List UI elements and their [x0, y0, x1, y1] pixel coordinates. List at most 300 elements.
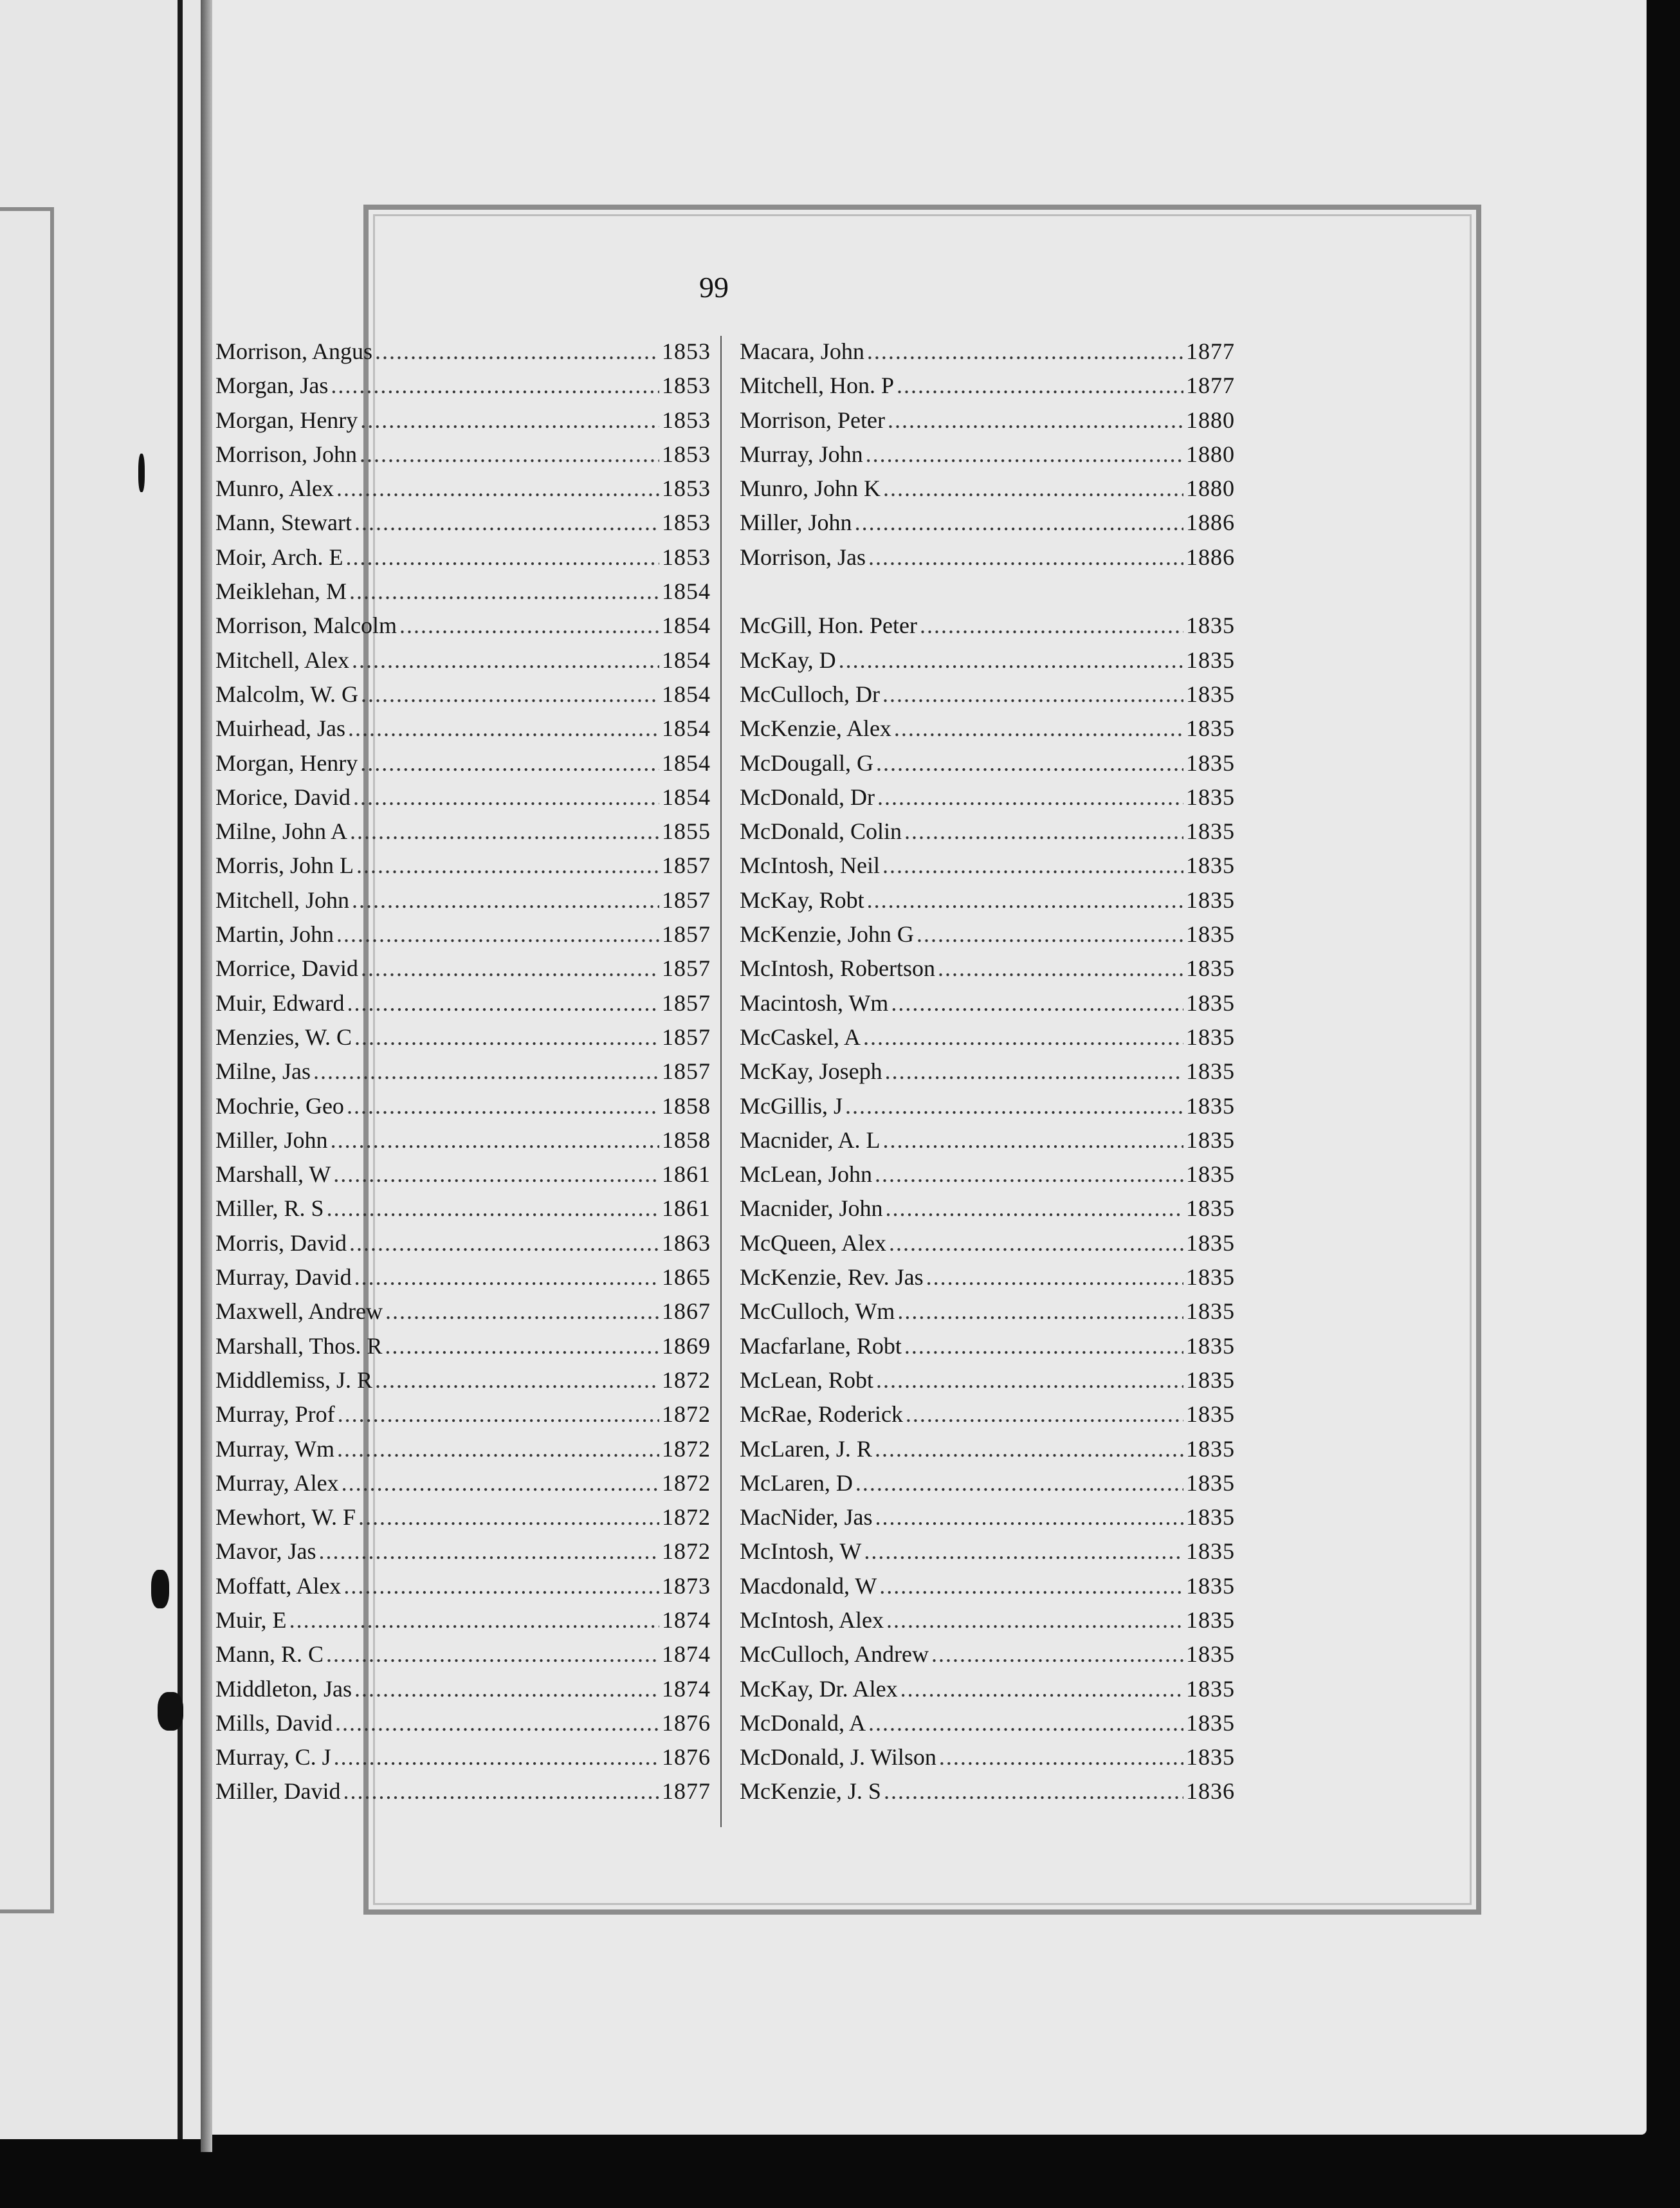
dot-leader	[331, 369, 659, 403]
entry-year: 1835	[1186, 1709, 1235, 1736]
entry-year: 1857	[662, 887, 711, 913]
list-item	[740, 1432, 1235, 1466]
entry-name: McLaren, J. R	[740, 1435, 872, 1462]
dot-leader	[349, 575, 659, 609]
dot-leader	[353, 780, 659, 814]
entry-name: McKay, Dr. Alex	[740, 1675, 898, 1702]
entry-name: Mitchell, Hon. P	[740, 373, 894, 399]
dot-leader	[354, 1260, 659, 1294]
entry-year: 1835	[1186, 852, 1235, 879]
entry-name: Mitchell, John	[215, 887, 349, 913]
entry-year: 1872	[662, 1538, 711, 1565]
entry-year: 1835	[1186, 1469, 1235, 1496]
list-item	[740, 643, 1235, 677]
entry-year: 1835	[1186, 1127, 1235, 1153]
entry-name: Moffatt, Alex	[215, 1572, 342, 1599]
book-binding	[201, 0, 212, 2152]
right-column-bottom-group	[740, 609, 1235, 1808]
list-item	[740, 677, 1235, 712]
entry-name: Morris, David	[215, 1229, 347, 1256]
entry-year: 1854	[662, 612, 711, 639]
entry-year: 1854	[662, 715, 711, 742]
list-item	[740, 1603, 1235, 1637]
entry-name: Middleton, Jas	[215, 1675, 352, 1702]
entry-year: 1876	[662, 1744, 711, 1771]
entry-name: Morrison, Jas	[740, 544, 866, 570]
entry-year: 1853	[662, 475, 711, 502]
dot-leader	[347, 1089, 659, 1123]
list-item	[740, 1329, 1235, 1363]
entry-year: 1835	[1186, 784, 1235, 810]
entry-name: Morris, John L	[215, 852, 354, 879]
list-item	[740, 712, 1235, 746]
entry-year: 1853	[662, 338, 711, 364]
dot-leader	[342, 1466, 659, 1500]
entry-year: 1857	[662, 989, 711, 1016]
list-item	[215, 1603, 711, 1637]
list-item	[215, 1706, 711, 1740]
entry-year: 1872	[662, 1469, 711, 1496]
dot-leader	[906, 1397, 1183, 1431]
entry-name: McGill, Hon. Peter	[740, 612, 917, 639]
list-item	[215, 540, 711, 575]
list-item	[215, 472, 711, 506]
dot-leader	[920, 609, 1183, 643]
dot-leader	[917, 917, 1183, 952]
dot-leader	[349, 1226, 659, 1260]
list-item	[740, 952, 1235, 986]
dot-leader	[343, 1569, 659, 1603]
entry-name: Murray, Alex	[215, 1469, 339, 1496]
dot-leader	[884, 1774, 1183, 1808]
list-item	[215, 437, 711, 472]
dot-leader	[894, 712, 1183, 746]
list-item	[215, 986, 711, 1020]
list-item	[215, 780, 711, 814]
entry-name: Marshall, Thos. R	[215, 1332, 383, 1359]
entry-name: MacNider, Jas	[740, 1504, 873, 1531]
entry-name: Macara, John	[740, 338, 864, 364]
binding-hole	[151, 1570, 169, 1608]
entry-name: Murray, Prof	[215, 1401, 335, 1428]
entry-year: 1835	[1186, 681, 1235, 707]
entry-name: Middlemiss, J. R	[215, 1366, 373, 1393]
dot-leader	[839, 643, 1183, 677]
list-item	[215, 952, 711, 986]
list-item	[740, 1466, 1235, 1500]
entry-year: 1886	[1186, 510, 1235, 536]
entry-name: McQueen, Alex	[740, 1229, 886, 1256]
dot-leader	[337, 1432, 659, 1466]
entry-year: 1853	[662, 373, 711, 399]
entry-name: McDonald, Dr	[740, 784, 875, 810]
list-item	[215, 1500, 711, 1534]
entry-year: 1886	[1186, 544, 1235, 570]
list-item	[740, 1569, 1235, 1603]
entry-name: McKenzie, Rev. Jas	[740, 1264, 924, 1291]
dot-leader	[331, 1123, 659, 1157]
list-item	[740, 814, 1235, 849]
dot-leader	[888, 403, 1183, 437]
entry-name: Morgan, Jas	[215, 373, 329, 399]
entry-name: Munro, John K	[740, 475, 881, 502]
entry-name: McDonald, J. Wilson	[740, 1744, 936, 1771]
entry-year: 1854	[662, 578, 711, 605]
entry-year: 1835	[1186, 1229, 1235, 1256]
list-item	[740, 1500, 1235, 1534]
entry-year: 1835	[1186, 1744, 1235, 1771]
dot-leader	[385, 1329, 659, 1363]
list-item	[740, 917, 1235, 952]
entry-name: Morrison, John	[215, 441, 358, 467]
dot-leader	[867, 883, 1183, 917]
dot-leader	[360, 746, 659, 780]
entry-year: 1835	[1186, 818, 1235, 845]
entry-year: 1835	[1186, 1195, 1235, 1222]
entry-year: 1865	[662, 1264, 711, 1291]
entry-year: 1857	[662, 921, 711, 948]
list-item	[740, 1020, 1235, 1054]
entry-name: Miller, R. S	[215, 1195, 324, 1222]
dot-leader	[886, 1191, 1183, 1226]
dot-leader	[348, 712, 659, 746]
dot-leader	[882, 677, 1183, 712]
entry-name: Murray, Wm	[215, 1435, 334, 1462]
list-item	[740, 472, 1235, 506]
list-item	[215, 1089, 711, 1123]
list-item	[740, 1054, 1235, 1089]
entry-year: 1835	[1186, 1058, 1235, 1085]
entry-name: Miller, John	[740, 510, 852, 536]
dot-leader	[845, 1089, 1183, 1123]
page-edge-shadow	[178, 0, 183, 2139]
dot-leader	[891, 986, 1183, 1020]
dot-leader	[336, 917, 659, 952]
entry-name: McKenzie, John G	[740, 921, 914, 948]
entry-name: Muirhead, Jas	[215, 715, 345, 742]
list-item	[740, 609, 1235, 643]
previous-page-frame	[0, 207, 54, 1913]
entry-name: Macdonald, W	[740, 1572, 877, 1599]
dot-leader	[897, 369, 1183, 403]
entry-year: 1835	[1186, 1435, 1235, 1462]
entry-year: 1853	[662, 510, 711, 536]
list-item	[215, 643, 711, 677]
entry-year: 1861	[662, 1161, 711, 1188]
entry-year: 1836	[1186, 1778, 1235, 1805]
dot-leader	[354, 506, 659, 540]
entry-name: Murray, John	[740, 441, 863, 467]
list-item	[215, 1672, 711, 1706]
entry-name: Morrice, David	[215, 955, 358, 982]
entry-name: Morrison, Angus	[215, 338, 373, 364]
page-number: 99	[699, 271, 729, 304]
dot-leader	[327, 1191, 659, 1226]
entry-name: Morice, David	[215, 784, 351, 810]
list-item	[215, 609, 711, 643]
list-item	[740, 746, 1235, 780]
dot-leader	[900, 1672, 1183, 1706]
entry-name: Marshall, W	[215, 1161, 331, 1188]
list-item	[215, 575, 711, 609]
dot-leader	[864, 1534, 1183, 1569]
entry-year: 1877	[1186, 373, 1235, 399]
entry-year: 1872	[662, 1435, 711, 1462]
entry-name: Macnider, John	[740, 1195, 883, 1222]
entry-name: McCaskel, A	[740, 1024, 861, 1050]
entry-name: McKenzie, Alex	[740, 715, 891, 742]
dot-leader	[897, 1294, 1183, 1329]
list-item	[215, 1123, 711, 1157]
dot-leader	[334, 1740, 659, 1774]
list-item	[740, 1191, 1235, 1226]
entry-year: 1835	[1186, 989, 1235, 1016]
list-item	[740, 1226, 1235, 1260]
dot-leader	[875, 1500, 1184, 1534]
list-item	[740, 1089, 1235, 1123]
entry-year: 1854	[662, 681, 711, 707]
dot-leader	[347, 986, 659, 1020]
binding-mark	[138, 454, 145, 492]
entry-name: Morrison, Malcolm	[215, 612, 397, 639]
entry-year: 1873	[662, 1572, 711, 1599]
list-item	[740, 986, 1235, 1020]
dot-leader	[904, 1329, 1183, 1363]
entry-year: 1853	[662, 544, 711, 570]
entry-year: 1863	[662, 1229, 711, 1256]
dot-leader	[336, 472, 659, 506]
entry-year: 1835	[1186, 887, 1235, 913]
entry-name: McLean, Robt	[740, 1366, 873, 1393]
dot-leader	[360, 403, 659, 437]
list-item	[740, 849, 1235, 883]
entry-year: 1835	[1186, 1161, 1235, 1188]
list-item	[740, 506, 1235, 540]
entry-name: Morgan, Henry	[215, 750, 358, 776]
entry-year: 1857	[662, 955, 711, 982]
list-item	[740, 335, 1235, 369]
dot-leader	[886, 1603, 1183, 1637]
list-item	[215, 369, 711, 403]
dot-leader	[882, 849, 1183, 883]
entry-name: McKay, D	[740, 647, 836, 673]
list-item	[215, 1740, 711, 1774]
dot-leader	[289, 1603, 659, 1637]
entry-year: 1835	[1186, 1298, 1235, 1325]
entry-year: 1869	[662, 1332, 711, 1359]
entry-year: 1872	[662, 1366, 711, 1393]
list-item	[740, 1706, 1235, 1740]
entry-year: 1835	[1186, 1572, 1235, 1599]
list-item	[740, 1637, 1235, 1671]
list-item	[740, 1672, 1235, 1706]
entry-year: 1835	[1186, 1366, 1235, 1393]
entry-year: 1835	[1186, 1401, 1235, 1428]
dot-leader	[352, 643, 659, 677]
entry-name: McKenzie, J. S	[740, 1778, 881, 1805]
dot-leader	[343, 1774, 659, 1808]
entry-name: Mewhort, W. F	[215, 1504, 356, 1531]
dot-leader	[931, 1637, 1183, 1671]
dot-leader	[354, 1672, 659, 1706]
entry-year: 1853	[662, 407, 711, 433]
dot-leader	[879, 1569, 1183, 1603]
list-item	[215, 506, 711, 540]
dot-leader	[889, 1226, 1183, 1260]
entry-year: 1835	[1186, 1332, 1235, 1359]
dot-leader	[855, 1466, 1183, 1500]
dot-leader	[883, 472, 1183, 506]
entry-year: 1874	[662, 1606, 711, 1633]
list-item	[740, 437, 1235, 472]
entry-name: Morrison, Peter	[740, 407, 885, 433]
dot-leader	[875, 1432, 1183, 1466]
entry-name: Martin, John	[215, 921, 334, 948]
entry-year: 1854	[662, 784, 711, 810]
entry-name: Mills, David	[215, 1709, 333, 1736]
entry-name: McIntosh, Neil	[740, 852, 880, 879]
entry-name: McDonald, Colin	[740, 818, 902, 845]
entry-year: 1874	[662, 1675, 711, 1702]
dot-leader	[360, 437, 659, 472]
dot-leader	[876, 746, 1183, 780]
entry-name: McLaren, D	[740, 1469, 853, 1496]
dot-leader	[399, 609, 659, 643]
entry-name: Miller, John	[215, 1127, 328, 1153]
entry-year: 1835	[1186, 1606, 1235, 1633]
list-item	[215, 712, 711, 746]
entry-name: McIntosh, W	[740, 1538, 862, 1565]
list-item	[215, 1432, 711, 1466]
dot-leader	[926, 1260, 1183, 1294]
entry-name: McKay, Joseph	[740, 1058, 882, 1085]
dot-leader	[361, 952, 659, 986]
entry-year: 1835	[1186, 921, 1235, 948]
list-item	[215, 403, 711, 437]
dot-leader	[354, 1020, 659, 1054]
list-item	[215, 335, 711, 369]
list-item	[215, 1020, 711, 1054]
entry-name: McCulloch, Wm	[740, 1298, 895, 1325]
list-item	[740, 1157, 1235, 1191]
entry-name: Mavor, Jas	[215, 1538, 316, 1565]
entry-year: 1872	[662, 1401, 711, 1428]
entry-year: 1857	[662, 1058, 711, 1085]
entry-name: McCulloch, Andrew	[740, 1641, 929, 1668]
list-item	[215, 1363, 711, 1397]
entry-year: 1835	[1186, 647, 1235, 673]
entry-year: 1835	[1186, 1504, 1235, 1531]
list-item	[740, 1123, 1235, 1157]
dot-leader	[939, 1740, 1183, 1774]
list-item	[215, 1329, 711, 1363]
dot-leader	[855, 506, 1183, 540]
list-item	[215, 1397, 711, 1431]
dot-leader	[867, 335, 1183, 369]
list-item	[740, 1740, 1235, 1774]
entry-name: Muir, Edward	[215, 989, 345, 1016]
list-item	[215, 1260, 711, 1294]
entry-year: 1835	[1186, 955, 1235, 982]
entry-year: 1877	[1186, 338, 1235, 364]
list-item	[215, 849, 711, 883]
entry-year: 1855	[662, 818, 711, 845]
list-item	[740, 1363, 1235, 1397]
list-item	[215, 883, 711, 917]
list-item	[215, 917, 711, 952]
list-item	[215, 1054, 711, 1089]
dot-leader	[358, 1500, 659, 1534]
entry-name: Moir, Arch. E	[215, 544, 343, 570]
dot-leader	[904, 814, 1183, 849]
list-item	[215, 1569, 711, 1603]
entry-year: 1861	[662, 1195, 711, 1222]
dot-leader	[333, 1157, 659, 1191]
list-item	[215, 746, 711, 780]
list-item	[740, 369, 1235, 403]
entry-name: Mann, R. C	[215, 1641, 324, 1668]
entry-year: 1835	[1186, 715, 1235, 742]
entry-year: 1874	[662, 1641, 711, 1668]
entry-year: 1835	[1186, 1641, 1235, 1668]
entry-year: 1835	[1186, 612, 1235, 639]
entry-name: Mitchell, Alex	[215, 647, 349, 673]
entry-name: Meiklehan, M	[215, 578, 347, 605]
entry-name: Miller, David	[215, 1778, 341, 1805]
entry-name: McKay, Robt	[740, 887, 864, 913]
entry-year: 1835	[1186, 1024, 1235, 1050]
dot-leader	[385, 1294, 659, 1329]
entry-year: 1835	[1186, 750, 1235, 776]
list-item	[740, 1260, 1235, 1294]
entry-name: Milne, John A	[215, 818, 348, 845]
entry-name: Muir, E	[215, 1606, 287, 1633]
entry-name: Macfarlane, Robt	[740, 1332, 902, 1359]
entry-year: 1858	[662, 1127, 711, 1153]
list-item	[215, 1191, 711, 1226]
right-column-list	[740, 335, 1235, 1809]
list-item	[215, 1774, 711, 1808]
dot-leader	[883, 1123, 1184, 1157]
dot-leader	[876, 1363, 1183, 1397]
entry-year: 1880	[1186, 475, 1235, 502]
dot-leader	[868, 1706, 1183, 1740]
entry-year: 1867	[662, 1298, 711, 1325]
dot-leader	[313, 1054, 659, 1089]
entry-year: 1877	[662, 1778, 711, 1805]
entry-name: Murray, C. J	[215, 1744, 331, 1771]
dot-leader	[885, 1054, 1183, 1089]
list-item	[740, 883, 1235, 917]
dot-leader	[868, 540, 1183, 575]
list-item	[740, 1534, 1235, 1569]
entry-name: McDonald, A	[740, 1709, 866, 1736]
list-item	[740, 1294, 1235, 1329]
entry-year: 1857	[662, 852, 711, 879]
dot-leader	[326, 1637, 659, 1671]
list-item	[215, 1637, 711, 1671]
list-item	[215, 814, 711, 849]
dot-leader	[866, 437, 1183, 472]
entry-year: 1880	[1186, 407, 1235, 433]
list-item	[215, 1294, 711, 1329]
entry-name: McRae, Roderick	[740, 1401, 903, 1428]
entry-name: Murray, David	[215, 1264, 352, 1291]
entry-name: Munro, Alex	[215, 475, 334, 502]
dot-leader	[375, 1363, 659, 1397]
entry-name: Morgan, Henry	[215, 407, 358, 433]
entry-year: 1835	[1186, 1675, 1235, 1702]
